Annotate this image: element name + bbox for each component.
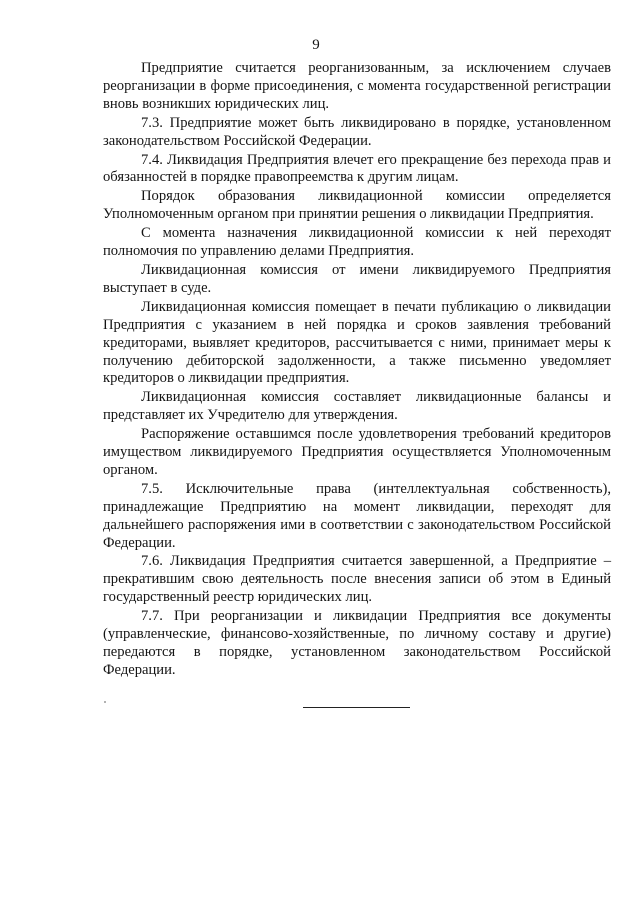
paragraph-7-6-liquidation-completion: 7.6. Ликвидация Предприятия считается завершенной, а Предприятие – прекратившим свою деятельность после внесения записи об этом в Единый государственный реестр юридических лиц. xyxy=(103,553,611,606)
paragraph-commission-court: Ликвидационная комиссия от имени ликвидируемого Предприятия выступает в суде. xyxy=(103,261,611,296)
paragraph-commission-formation: Порядок образования ликвидационной комиссии определяется Уполномоченным органом при принятии решения о ликвидации Предприятия. xyxy=(103,188,611,223)
paragraph-7-5-exclusive-rights: 7.5. Исключительные права (интеллектуальная собственность), принадлежащие Предприятию на момент ликвидации, переходят для дальнейшего распоряжения ими в соответствии с законодательством Российской Федерации. xyxy=(103,480,611,551)
document-body xyxy=(103,60,611,681)
paragraph-commission-publication: Ликвидационная комиссия помещает в печати публикацию о ликвидации Предприятия с указанием в ней порядка и сроков заявления требований кредиторами, выявляет кредиторов, рассчитывается с ними, принимает меры к получению дебиторской задолженности, а также письменно уведомляет кредиторов о ликвидации предприятия. xyxy=(103,298,611,387)
paragraph-reorganization-completion: Предприятие считается реорганизованным, за исключением случаев реорганизации в форме присоединения, с момента государственной регистрации вновь возникших юридических лиц. xyxy=(103,60,611,112)
paragraph-remaining-property: Распоряжение оставшимся после удовлетворения требований кредиторов имуществом ликвидируемого Предприятия осуществляется Уполномоченным органом. xyxy=(103,426,611,478)
paragraph-commission-balances: Ликвидационная комиссия составляет ликвидационные балансы и представляет их Учредителю для утверждения. xyxy=(103,389,611,424)
paragraph-7-4-liquidation-effect: 7.4. Ликвидация Предприятия влечет его прекращение без перехода прав и обязанностей в порядке правопреемства к другим лицам. xyxy=(103,151,611,186)
paragraph-commission-powers: С момента назначения ликвидационной комиссии к ней переходят полномочия по управлению делами Предприятия. xyxy=(103,225,611,260)
paragraph-7-3-liquidation-possibility: 7.3. Предприятие может быть ликвидировано в порядке, установленном законодательством Российской Федерации. xyxy=(103,114,611,149)
scan-speck xyxy=(104,701,106,703)
page-number: 9 xyxy=(312,37,320,53)
paragraph-7-7-documents-transfer: 7.7. При реорганизации и ликвидации Предприятия все документы (управленческие, финансово-хозяйственные, по личному составу и другие) передаются в порядке, установленном законодательством Российской Федерации. xyxy=(103,608,611,678)
end-of-text-rule xyxy=(303,707,410,708)
